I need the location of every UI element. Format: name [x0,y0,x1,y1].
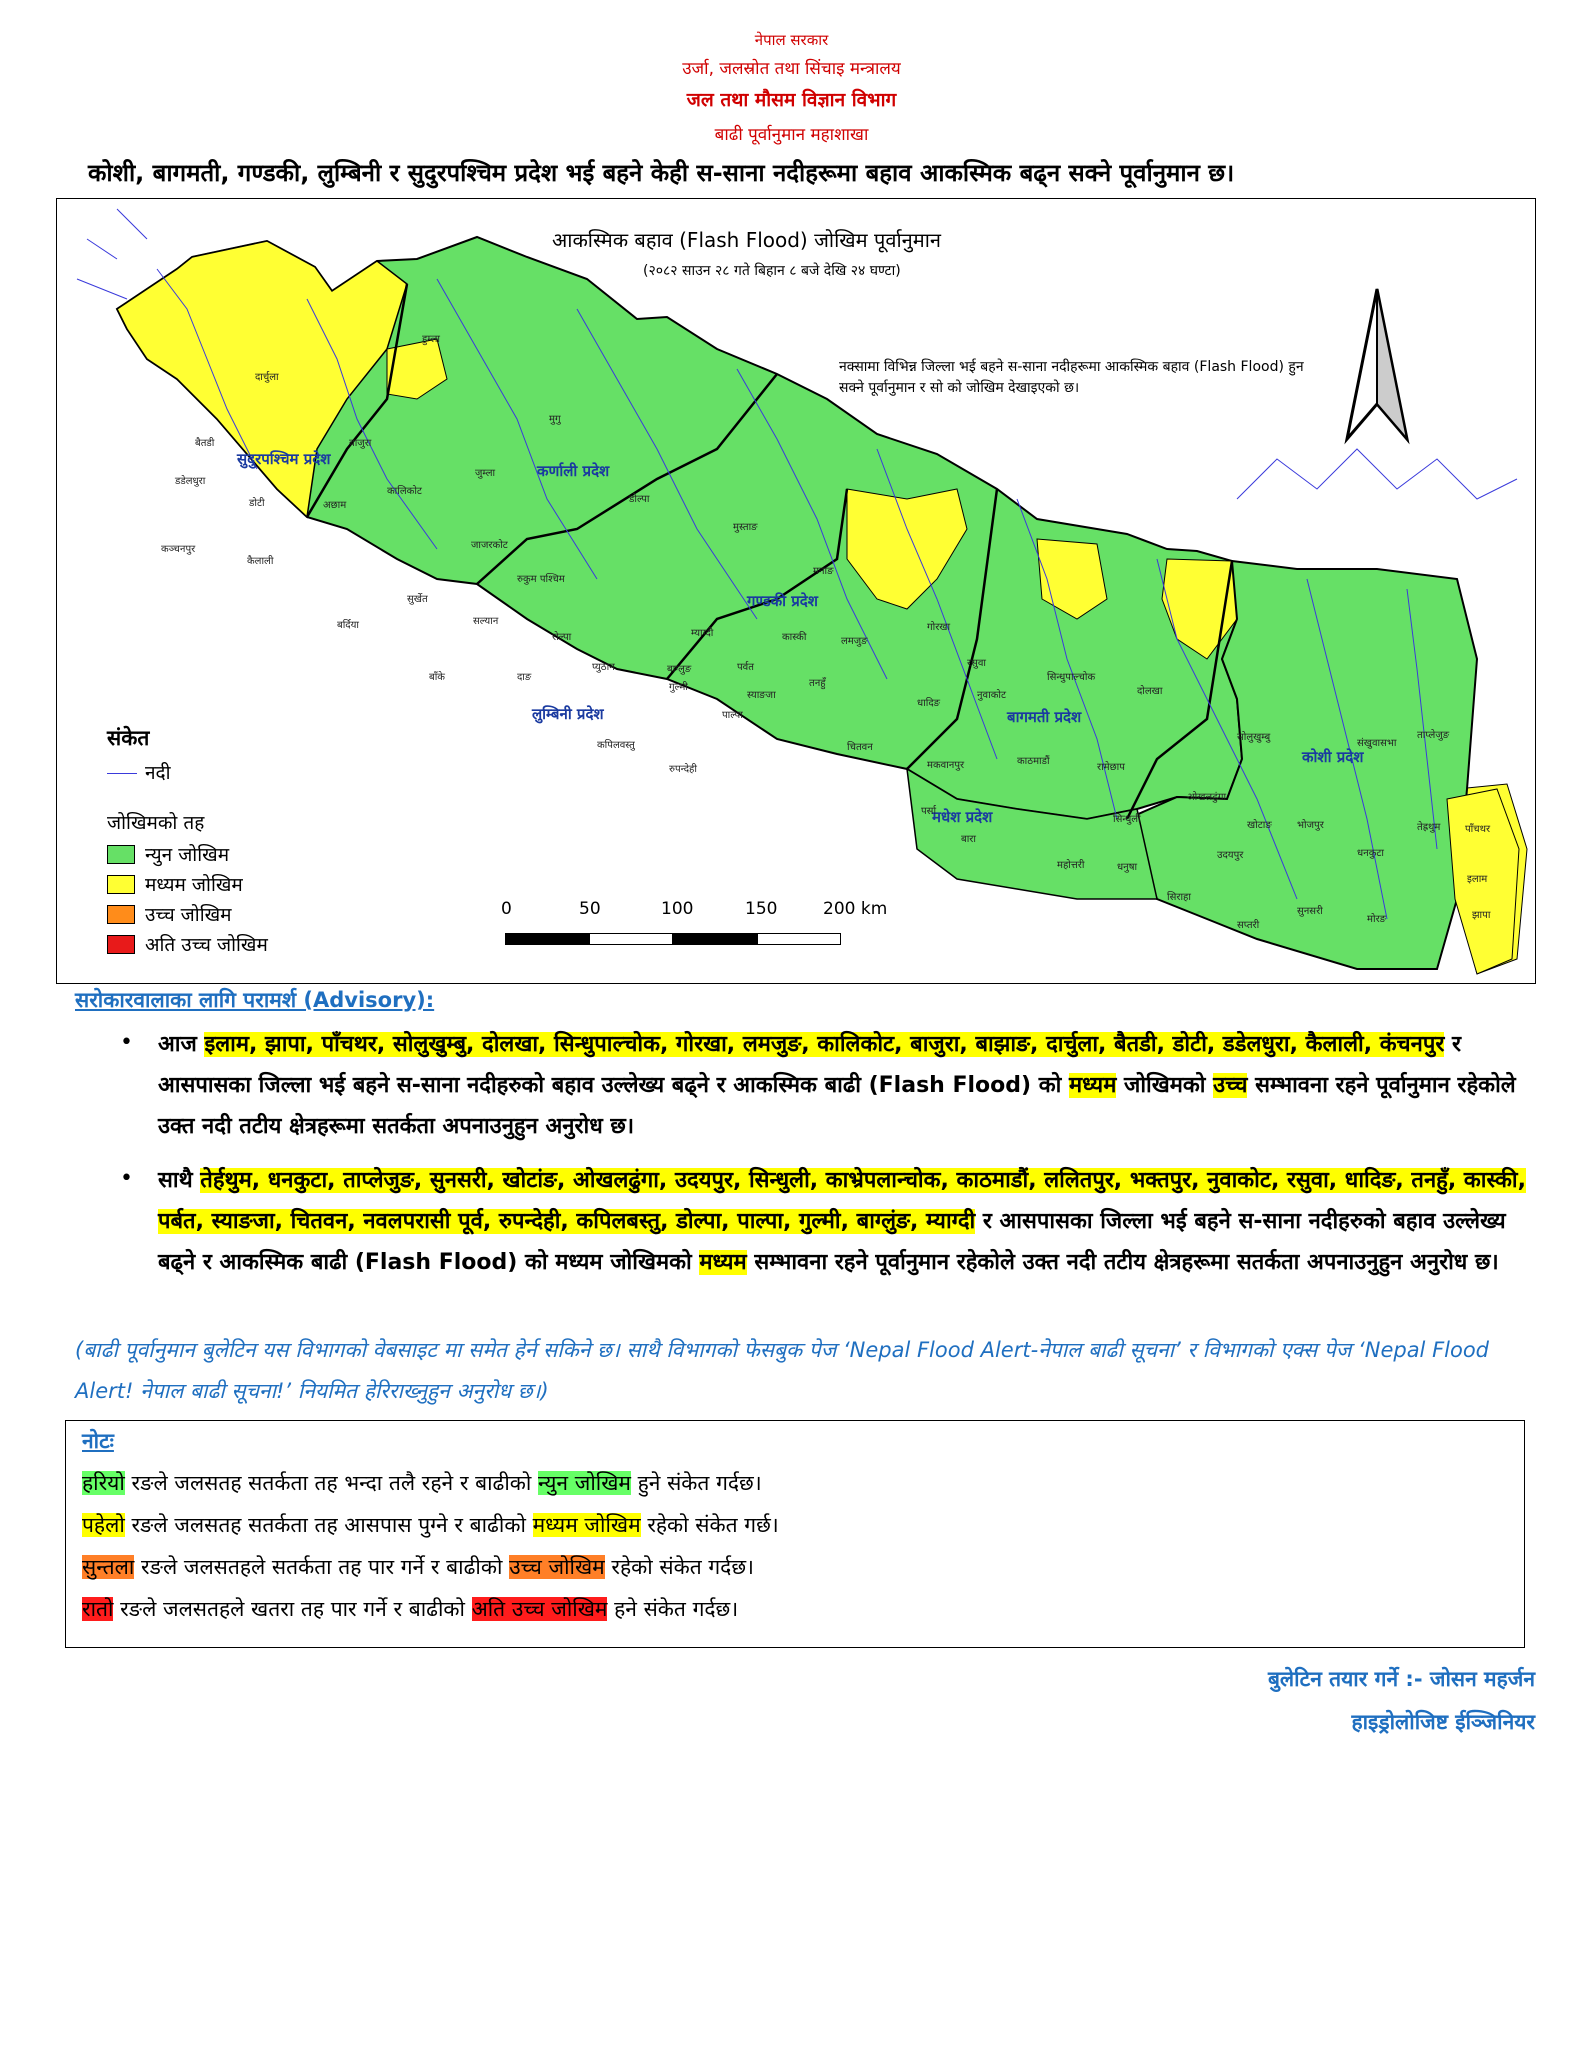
district-label: रामेछाप [1097,762,1125,773]
district-label: दाङ [517,672,532,683]
note-box [65,1420,1525,1648]
text-span: सम्भावना रहने पूर्वानुमान रहेकोले उक्त नदी तटीय क्षेत्रहरूमा सतर्कता अपनाउनुहुन अनुरोध छ। [158,1073,1516,1139]
forecast-headline: कोशी, बागमती, गण्डकी, लुम्बिनी र सुदुरपश्चिम प्रदेश भई बहने केही स-साना नदीहरूमा बहाव आकस्मिक बढ्न सक्ने पूर्वानुमान छ। [88,159,1235,187]
map-note: नक्सामा विभिन्न जिल्ला भई बहने स-साना नदीहरूमा आकस्मिक बहाव (Flash Flood) हुन सक्ने पूर्वानुमान र सो को जोखिम देखाइएको छ। [839,359,1304,396]
province-label-madhesh: मधेश प्रदेश [932,808,993,826]
map-subtitle: (२०८२ साउन २८ गते बिहान ८ बजे देखि २४ घण्टा) [643,263,901,279]
district-label: बारा [961,834,976,845]
district-label: पर्वत [737,662,754,673]
district-label: रुकुम पश्चिम [517,574,565,585]
legend-label: न्युन जोखिम [145,844,230,866]
legend-item-high [107,901,232,927]
province-label-bagmati: बागमती प्रदेश [1007,708,1082,726]
text-span: पहेलो [82,1513,125,1537]
text-span: रातो [82,1597,114,1621]
text-span: रहेको संकेत गर्दछ। [604,1555,754,1579]
district-label: कञ्चनपुर [161,544,196,555]
district-label: सिन्धुली [1113,814,1141,825]
highlight-medium: मध्यम [1069,1073,1117,1098]
district-label: ओखलढुंगा [1187,792,1227,803]
province-label-gandaki: गण्डकी प्रदेश [747,592,818,610]
legend-item-medium [107,871,243,897]
text-span: रङले जलसतह सतर्कता तह आसपास पुग्ने र बाढीको [124,1513,533,1537]
district-label: दार्चुला [255,372,279,383]
district-label: धनकुटा [1357,848,1385,859]
district-label: बाग्लुङ [667,664,692,675]
bullet-icon: • [120,1166,133,1191]
text-span: साथै [158,1168,201,1193]
text-span: उच्च जोखिम [509,1555,605,1579]
district-label: तनहुँ [809,678,826,689]
district-label: जुम्ला [475,468,496,479]
scale-segment [589,933,673,945]
highlight-districts: इलाम, झापा, पाँचथर, सोलुखुम्बु, दोलखा, सिन्धुपाल्चोक, गोरखा, लमजुङ, कालिकोट, बाजुरा, बाझाङ, दार्चुला, बैतडी, डोटी, डडेलधुरा, कैलाली, कंचनपुर [204,1032,1445,1057]
text-span: हरियो [82,1471,125,1495]
swatch-icon [107,875,135,894]
flash-flood-map [56,198,1536,984]
scale-tick: 0 [501,899,512,919]
province-label-karnali: कर्णाली प्रदेश [537,462,610,480]
text-span: रहेको संकेत गर्छ। [640,1513,779,1537]
text-span: र आसपासका जिल्ला भई बहने स-साना नदीहरुको बहाव उल्लेख्य बढ्ने र आकस्मिक बाढी (Flash Flood) को [158,1032,1461,1098]
district-label: चितवन [847,742,873,753]
district-label: कालिकोट [387,486,422,497]
district-label: ताप्लेजुङ [1417,730,1450,741]
swatch-icon [107,845,135,864]
district-label: मुगु [549,414,561,425]
legend-item-very-high [107,931,268,957]
district-label: मकवानपुर [927,760,965,771]
district-label: सुर्खेत [407,594,428,605]
scale-segment [673,933,757,945]
district-label: पर्सा [921,806,937,817]
legend-item-low [107,841,229,867]
note-title: नोटः [82,1429,114,1453]
website-note: (बाढी पूर्वानुमान बुलेटिन यस विभागको वेबसाइट मा समेत हेर्न सकिने छ। साथै विभागको फेसबुक पेज ‘Nepal Flood Alert-नेपाल बाढी सूचना’ र विभागको एक्स पेज ‘Nepal Flood Alert! नेपाल बाढी सूचना!’ नियमित हेरिराख्नुहुन अनुरोध छ।) [75,1338,1490,1403]
district-label: डडेलधुरा [175,476,206,487]
district-label: गुल्मी [669,682,688,693]
district-label: पाँचथर [1465,824,1491,835]
district-label: सोलुखुम्बु [1237,732,1271,743]
bullet-icon: • [120,1030,133,1055]
district-label: डोल्पा [629,494,650,505]
district-label: धादिङ [917,698,941,709]
legend-label: मध्यम जोखिम [145,874,243,896]
text-span: रङले जलसतह सतर्कता तह भन्दा तलै रहने र बाढीको [124,1471,539,1495]
province-label-lumbini: लुम्बिनी प्रदेश [532,705,604,723]
province-label-koshi: कोशी प्रदेश [1302,748,1364,766]
district-label: उदयपुर [1217,850,1244,861]
scale-bar [501,899,965,949]
header-gov: नेपाल सरकार [754,31,829,49]
legend-label: उच्च जोखिम [145,904,232,926]
note-line-orange [82,1553,754,1581]
text-span: न्युन जोखिम [538,1471,631,1495]
district-label: महोत्तरी [1057,860,1085,871]
district-label: डोटी [249,498,265,509]
text-span: सम्भावना रहने पूर्वानुमान रहेकोले उक्त नदी तटीय क्षेत्रहरूमा सतर्कता अपनाउनुहुन अनुरोध छ। [746,1250,1499,1275]
district-label: अछाम [323,500,347,511]
district-label: मुस्ताङ [733,522,758,533]
district-label: मनाङ [813,566,834,577]
district-label: रसुवा [967,658,986,669]
text-span: हुने संकेत गर्दछ। [630,1471,762,1495]
text-span: र आसपासका जिल्ला भई बहने स-साना नदीहरुको बहाव उल्लेख्य बढ्ने र आकस्मिक बाढी (Flash Flood) को मध्यम जोखिमको [158,1209,1506,1275]
scale-tick: 100 [661,899,694,919]
advisory-bullet-1 [158,1024,1538,1147]
district-label: बैतडी [195,438,215,449]
district-label: संखुवासभा [1357,738,1397,749]
district-label: मोरङ [1367,914,1387,925]
text-span: हने संकेत गर्दछ। [607,1597,739,1621]
highlight-districts: तेर्हथुम, धनकुटा, ताप्लेजुङ, सुनसरी, खोटांङ, ओखलढुंगा, उदयपुर, सिन्धुली, काभ्रेपलान्चोक, काठमाडौं, ललितपुर, भक्तपुर, नुवाकोट, रसुवा, धादिङ, तनहुँ, कास्की, पर्बत, स्याङजा, चितवन, नवलपरासी पूर्व, रुपन्देही, कपिलबस्तु, डोल्पा, पाल्पा, गुल्मी, बाग्लुंङ, म्याग्दी [158,1168,1526,1234]
north-arrow-icon [1347,289,1407,439]
district-label: बर्दिया [337,620,359,631]
province-label-sudurpaschim: सुदुरपश्चिम प्रदेश [237,450,331,468]
district-label: इलाम [1467,874,1488,885]
scale-segment [505,933,589,945]
highlight-high: उच्च [1213,1073,1248,1098]
district-label: सल्यान [473,616,499,627]
district-label: धनुषा [1117,862,1138,873]
district-label: तेह्रथुम [1417,822,1441,833]
district-label: पाल्पा [722,710,743,721]
map-title: आकस्मिक बहाव (Flash Flood) जोखिम पूर्वानुमान [552,228,941,252]
note-line-yellow [82,1511,779,1539]
district-label: सिन्धुपाल्चोक [1047,672,1096,683]
header-department: जल तथा मौसम विज्ञान विभाग [686,89,897,111]
district-label: रुपन्देही [669,764,697,775]
advisory-title: सरोकारवालाका लागि परामर्श (Advisory): [75,988,435,1012]
district-label: बाजुरा [349,438,372,449]
legend-label: अति उच्च जोखिम [145,934,268,956]
text-span: मध्यम जोखिम [532,1513,641,1537]
header-ministry: उर्जा, जलस्रोत तथा सिंचाइ मन्त्रालय [682,59,901,79]
district-label: कास्की [782,632,807,643]
swatch-icon [107,905,135,924]
text-span: जोखिमको [1116,1073,1214,1098]
district-label: दोलखा [1137,686,1163,697]
district-label: खोटाङ [1247,820,1272,831]
district-label: म्याग्दी [691,628,714,639]
river-line-icon [107,773,137,774]
prepared-by: बुलेटिन तयार गर्ने :- जोसन महर्जन [1267,1667,1535,1691]
scale-tick: 50 [579,899,601,919]
district-label: झापा [1472,910,1491,921]
text-span: रङले जलसतहले सतर्कता तह पार गर्ने र बाढीको [134,1555,510,1579]
note-line-red [82,1595,738,1623]
district-label: कैलाली [247,556,274,567]
highlight-medium: मध्यम [699,1250,747,1275]
district-label: नुवाकोट [977,690,1007,701]
scale-tick: 150 [745,899,778,919]
advisory-bullet-2 [158,1160,1538,1283]
district-label: काठमाडौं [1017,756,1050,767]
text-span: आज [158,1032,205,1057]
district-label: हुम्ला [422,334,440,345]
header-division: बाढी पूर्वानुमान महाशाखा [714,125,869,145]
swatch-icon [107,935,135,954]
text-span: रङले जलसतहले खतरा तह पार गर्ने र बाढीको [113,1597,472,1621]
district-label: गोरखा [927,622,951,633]
note-line-green [82,1469,762,1497]
legend-river [107,759,171,785]
district-label: सिराहा [1167,892,1191,903]
district-label: बाँके [429,672,445,683]
legend-risk-title: जोखिमको तह [107,812,205,834]
district-label: सप्तरी [1237,920,1260,931]
text-span: अति उच्च जोखिम [471,1597,608,1621]
legend-title: संकेत [107,726,150,750]
scale-segment [757,933,841,945]
district-label: स्याङजा [747,690,776,701]
text-span: सुन्तला [82,1555,135,1579]
district-label: भोजपुर [1297,820,1324,831]
district-label: लमजुङ [841,636,868,647]
district-label: जाजरकोट [471,540,508,551]
legend-river-label: नदी [145,762,171,784]
district-label: प्युठान [592,662,615,673]
district-label: कपिलवस्तु [597,740,635,751]
scale-tick: 200 km [823,899,888,919]
district-label: सुनसरी [1297,906,1323,917]
designation: हाइड्रोलोजिष्ट ईञ्जिनियर [1351,1710,1535,1734]
district-label: रोल्पा [552,632,572,643]
